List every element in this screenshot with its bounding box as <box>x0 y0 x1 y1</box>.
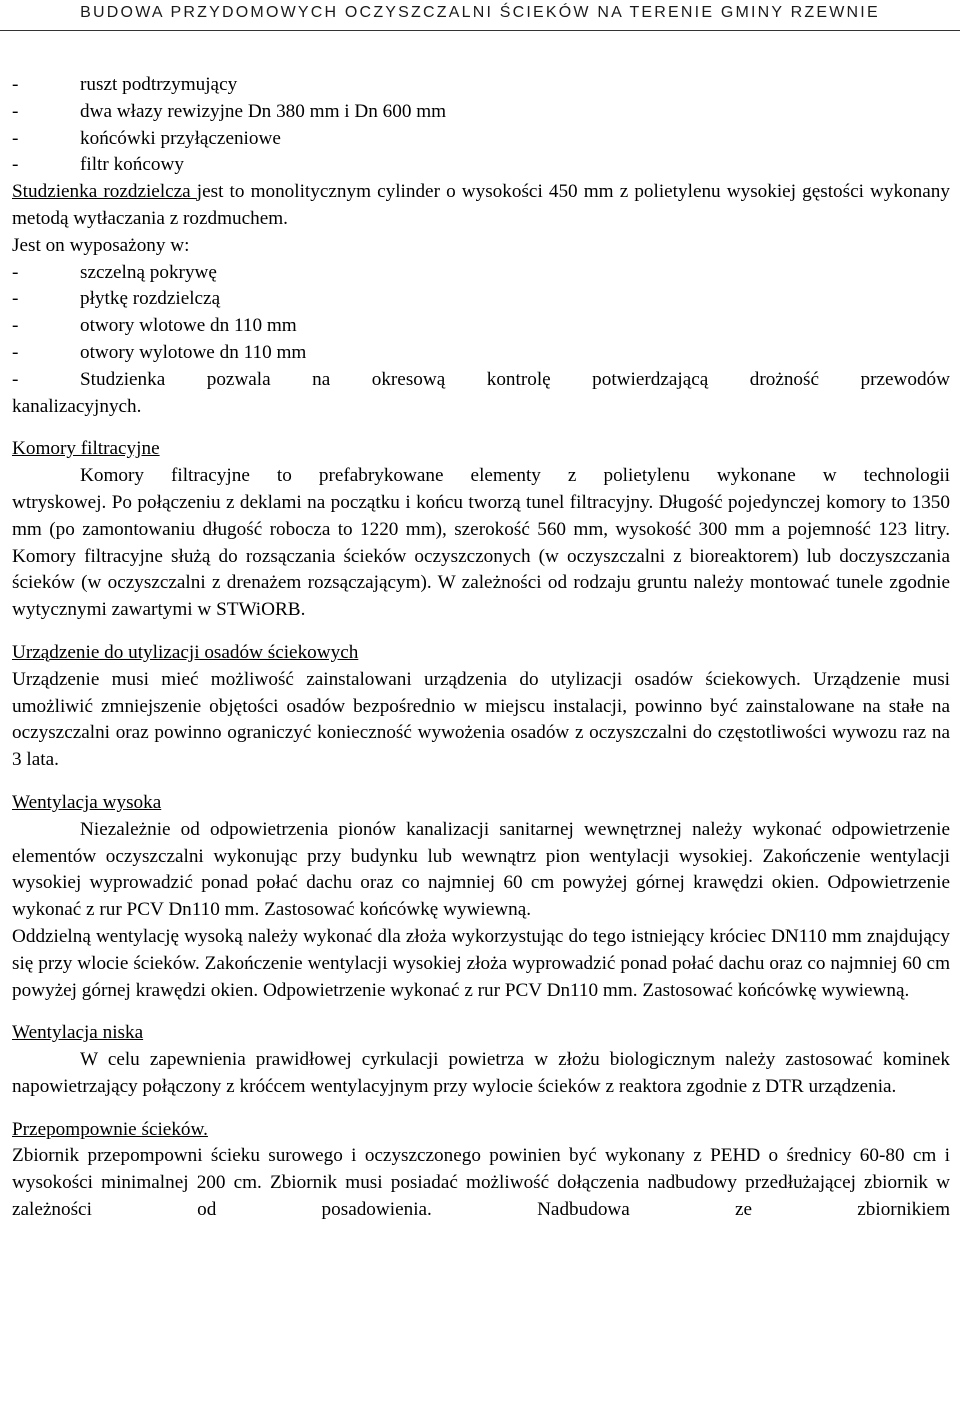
header-rule <box>0 30 960 31</box>
list-item: - końcówki przyłączeniowe <box>12 127 281 149</box>
studzienka-intro: Jest on wyposażony w: <box>12 234 190 256</box>
section-heading-wentylacja-wysoka: Wentylacja wysoka <box>12 791 162 813</box>
header-title: BUDOWA PRZYDOMOWYCH OCZYSZCZALNI ŚCIEKÓW NA TERENIE GMINY RZEWNIE <box>80 4 880 21</box>
przepompownie-body: Zbiornik przepompowni ścieku surowego i oczyszczonego powinien być wykonany z PEHD o średnicy 60-80 cm i wysokości minimalnej 200 cm. Zbiornik musi posiadać możliwość dołączenia nadbudowy przedłużającej zbiornik w zależności od posadowienia. Nadbudowa ze zbiornikiem <box>12 1145 950 1221</box>
wentylacja-wysoka-p1: Niezależnie od odpowietrzenia pionów kanalizacji sanitarnej wewnętrznej należy wykonać odpowietrzenie elementów oczyszczalni wykonując przy budynku lub wewnątrz pion wentylacji wysokiej. Zakończenie wentylacji wysokiej wyprowadzić ponad połać dachu oraz co najmniej 60 cm powyżej górnej krawędzi okien. Odpowietrzenie wykonać z rur PCV Dn110 mm. Zastosować końcówkę wywiewną. <box>12 818 950 921</box>
document-body <box>12 72 950 1224</box>
wentylacja-wysoka-p2: Oddzielną wentylację wysoką należy wykonać dla złoża wykorzystując do tego istniejący króciec DN110 mm znajdujący się przy wlocie ścieków. Zakończenie wentylacji wysokiej złoża wyprowadzić ponad połać dachu oraz co najmniej 60 cm powyżej górnej krawędzi okien. Odpowietrzenie wykonać z rur PCV Dn110 mm. Zastosować końcówkę wywiewną. <box>12 925 950 1001</box>
urzadzenie-body: Urządzenie musi mieć możliwość zainstalowani urządzenia do utylizacji osadów ściekowych. Urządzenie musi umożliwić zmniejszenie objętości osadów bezpośrednio w miejscu instalacji, powinno być zainstalowane na stałe na oczyszczalni oraz powinno ograniczyć konieczność wywożenia osadów z oczyszczalni do częstotliwości wywozu raz na 3 lata. <box>12 668 950 771</box>
section-heading-przepompownie: Przepompownie ścieków. <box>12 1118 208 1140</box>
list-item-continuation: kanalizacyjnych. <box>12 395 142 417</box>
list-item: - otwory wlotowe dn 110 mm <box>12 315 297 337</box>
studzienka-text: jest to monolitycznym cylinder o wysokości 450 mm z polietylenu wysokiej gęstości wykonany metodą wytłaczania z rozdmuchem. <box>12 181 950 229</box>
list-item: - płytkę rozdzielczą <box>12 288 221 310</box>
list-item: - dwa włazy rewizyjne Dn 380 mm i Dn 600 mm <box>12 100 447 122</box>
wentylacja-niska-body: W celu zapewnienia prawidłowej cyrkulacji powietrza w złożu biologicznym należy zastosować kominek napowietrzający połączony z króćcem wentylacyjnym przy wylocie ścieków z reaktora zgodnie z DTR urządzenia. <box>12 1049 950 1097</box>
list-item: - ruszt podtrzymujący <box>12 74 238 95</box>
page-header <box>0 0 960 30</box>
list-item: - otwory wylotowe dn 110 mm <box>12 341 307 363</box>
list-item: - filtr końcowy <box>12 154 184 176</box>
studzienka-paragraph <box>12 179 950 233</box>
komory-body: wtryskowej. Po połączeniu z deklami na początku i końcu tworzą tunel filtracyjny. Długość pojedynczej komory to 1350 mm (po zamontowaniu długość robocza to 1220 mm), szerokość 560 mm, wysokość 300 mm a pojemność 123 litry. Komory filtracyjne służą do rozsączania ścieków oczyszczonych (w oczyszczalni z bioreaktorem) lub doczyszczania ścieków (w oczyszczalni z drenażem rozsączającym). W zależności od rodzaju gruntu należy montować tunele zgodnie wytycznymi zawartymi w STWiORB. <box>12 491 950 621</box>
studzienka-equipment-list <box>12 260 950 421</box>
component-list <box>12 72 950 179</box>
section-heading-urzadzenie: Urządzenie do utylizacji osadów ściekowych <box>12 641 359 663</box>
studzienka-term: Studzienka rozdzielcza <box>12 181 197 203</box>
komory-first-line: Komory filtracyjne to prefabrykowane elementy z polietylenu wykonane w technologii <box>80 465 950 487</box>
section-heading-wentylacja-niska: Wentylacja niska <box>12 1022 144 1044</box>
section-heading-komory: Komory filtracyjne <box>12 438 160 460</box>
list-item: - Studzienka pozwala na okresową kontrolę potwierdzającą drożność przewodów <box>12 368 950 390</box>
list-item: - szczelną pokrywę <box>12 261 217 283</box>
